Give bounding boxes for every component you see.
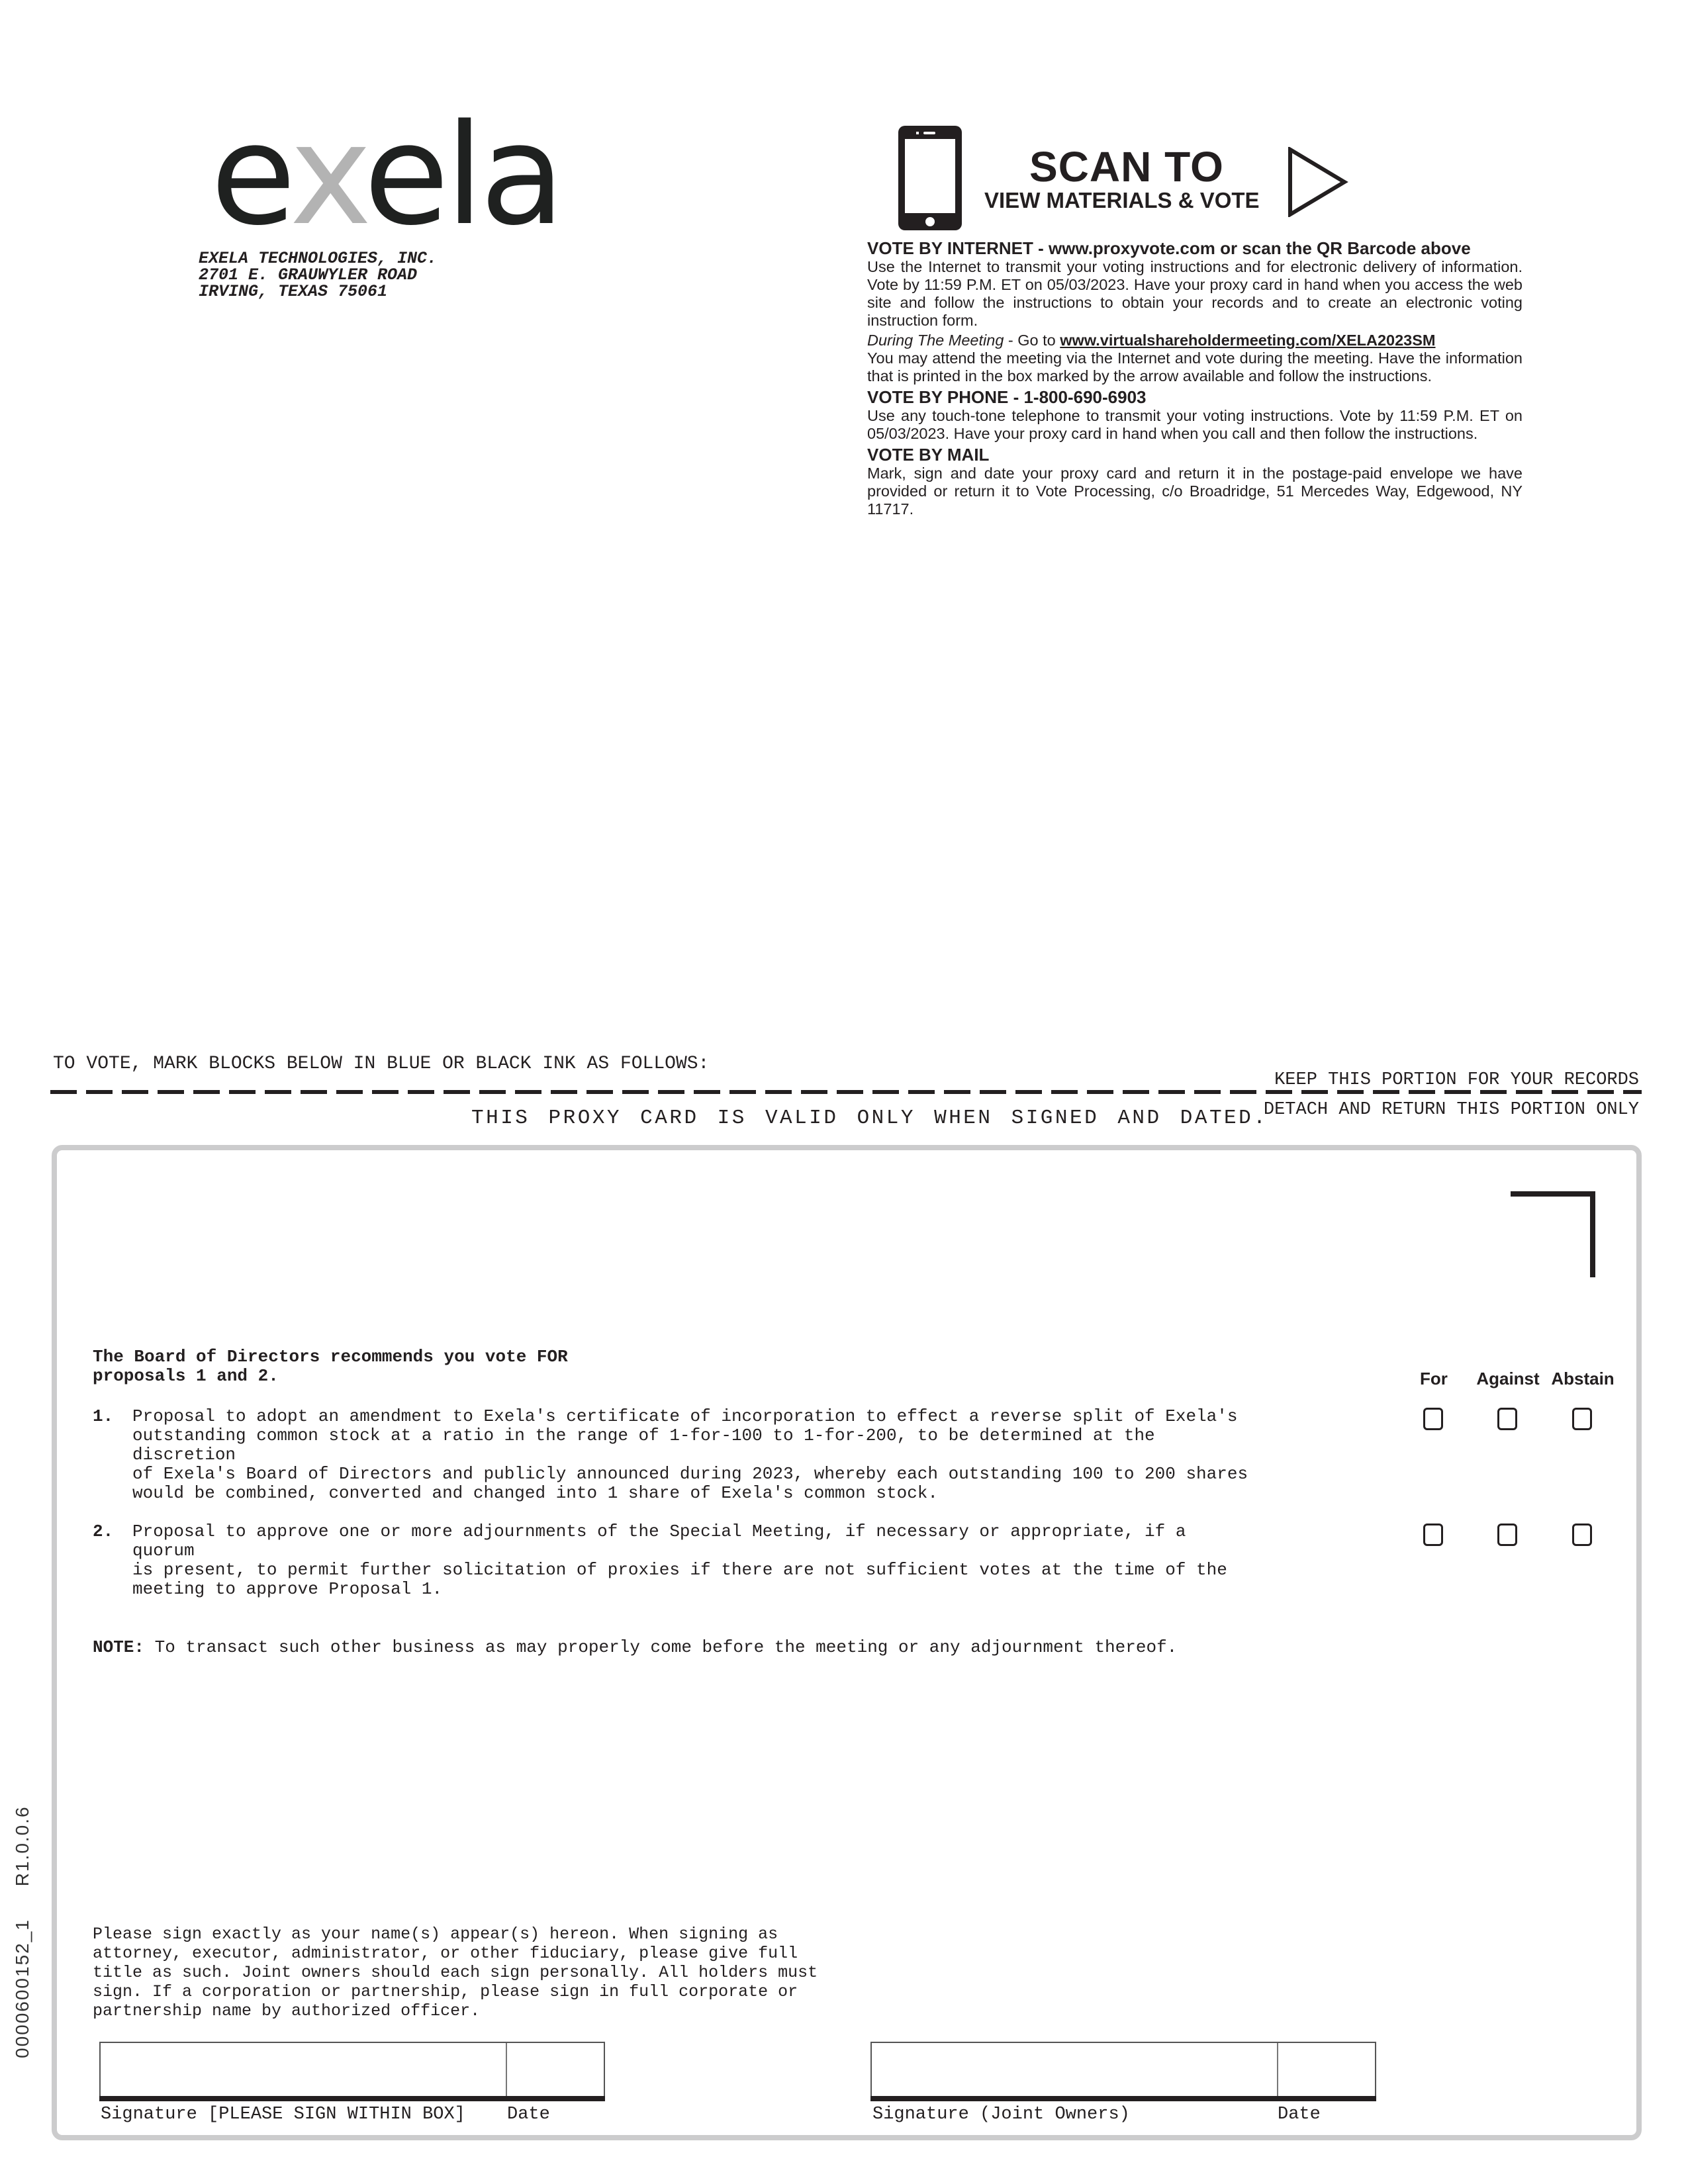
meeting-line — [867, 332, 1523, 349]
logo-letter-accent: x — [289, 94, 364, 256]
note-text: To transact such other business as may properly come before the meeting or any adjournment thereof. — [144, 1637, 1178, 1657]
column-for: For — [1420, 1369, 1448, 1388]
signature-label: Signature [PLEASE SIGN WITHIN BOX] — [101, 2105, 465, 2124]
logo-letter: e — [211, 94, 290, 256]
phone-body: Use any touch-tone telephone to transmit your voting instructions. Vote by 11:59 P.M. ET on 05/03/2023. Have your proxy card in hand when you call and then follow the instructions. — [867, 407, 1523, 442]
joint-signature-line — [870, 2096, 1376, 2101]
phone-heading: VOTE BY PHONE - 1-800-690-6903 — [867, 387, 1147, 407]
signing-instructions: Please sign exactly as your name(s) appear(s) hereon. When signing as attorney, executor, administrator, or other fiduciary, please give full title as such. Joint owners should each sign personally. All holders must sign. If a corporation or partnership, please sign in full corporate or partnership name by authorized officer. — [93, 1925, 818, 2021]
proposal-1-against-checkbox[interactable] — [1497, 1408, 1517, 1430]
joint-date-label: Date — [1278, 2105, 1321, 2124]
date-label: Date — [507, 2105, 550, 2124]
meeting-body: You may attend the meeting via the Internet and vote during the meeting. Have the information that is printed in the box marked by the arrow available and follow the instructions. — [867, 349, 1523, 385]
keep-portion-label: KEEP THIS PORTION FOR YOUR RECORDS — [1274, 1070, 1639, 1090]
note — [93, 1637, 1177, 1657]
ink-instructions: TO VOTE, MARK BLOCKS BELOW IN BLUE OR BLACK INK AS FOLLOWS: — [53, 1054, 710, 1074]
note-label: NOTE: — [93, 1637, 145, 1657]
signature-line — [99, 2096, 605, 2101]
proposal-2-for-checkbox[interactable] — [1423, 1524, 1443, 1546]
address-line: IRVING, TEXAS 75061 — [199, 282, 388, 301]
corner-mark — [1511, 1191, 1595, 1277]
joint-signature-box[interactable] — [870, 2042, 1376, 2097]
address-line: EXELA TECHNOLOGIES, INC. — [199, 249, 438, 268]
meeting-url-link[interactable]: www.virtualshareholdermeeting.com/XELA2023SM — [1060, 332, 1436, 349]
scan-subtitle: VIEW MATERIALS & VOTE — [984, 188, 1260, 212]
validity-notice: THIS PROXY CARD IS VALID ONLY WHEN SIGNED AND DATED. — [471, 1107, 1268, 1130]
document-code: 0000600152_1 R1.0.0.6 — [12, 1805, 32, 2058]
proposal-1 — [93, 1407, 1258, 1503]
proposal-2-abstain-checkbox[interactable] — [1572, 1524, 1592, 1546]
logo-letters: ela — [363, 94, 561, 256]
date-divider — [1277, 2043, 1278, 2097]
joint-signature-label: Signature (Joint Owners) — [872, 2105, 1130, 2124]
proposal-1-for-checkbox[interactable] — [1423, 1408, 1443, 1430]
mail-body: Mark, sign and date your proxy card and return it in the postage-paid envelope we have provided or return it to Vote Processing, c/o Broadridge, 51 Mercedes Way, Edgewood, NY 11717. — [867, 465, 1523, 518]
smartphone-icon — [898, 126, 962, 230]
mail-heading: VOTE BY MAIL — [867, 445, 990, 465]
meeting-label: During The Meeting — [867, 332, 1004, 349]
signature-box[interactable] — [99, 2042, 605, 2097]
column-abstain: Abstain — [1551, 1369, 1615, 1388]
internet-heading: VOTE BY INTERNET - www.proxyvote.com or scan the QR Barcode above — [867, 238, 1471, 258]
column-against: Against — [1476, 1369, 1540, 1388]
meeting-goto: - Go to — [1004, 332, 1060, 349]
board-recommendation: The Board of Directors recommends you vote FOR proposals 1 and 2. — [93, 1347, 568, 1386]
play-arrow-icon — [1288, 147, 1348, 217]
proposal-number: 2. — [93, 1522, 114, 1541]
proposal-2 — [93, 1522, 1258, 1599]
company-address — [199, 250, 437, 300]
proposal-text: Proposal to approve one or more adjournments of the Special Meeting, if necessary or appropriate, if a quorum is present, to permit further solicitation of proxies if there are not sufficient votes at the time of the meeting to approve Proposal 1. — [132, 1522, 1227, 1599]
proposal-2-against-checkbox[interactable] — [1497, 1524, 1517, 1546]
detach-portion-label: DETACH AND RETURN THIS PORTION ONLY — [1263, 1100, 1639, 1120]
proposal-number: 1. — [93, 1406, 114, 1426]
address-line: 2701 E. GRAUWYLER ROAD — [199, 265, 418, 285]
proposal-1-abstain-checkbox[interactable] — [1572, 1408, 1592, 1430]
detach-dashed-line — [50, 1090, 1642, 1094]
date-divider — [506, 2043, 507, 2097]
voting-instructions — [867, 238, 1523, 520]
proposal-text: Proposal to adopt an amendment to Exela's certificate of incorporation to effect a reverse split of Exela's outstanding common stock at a ratio in the range of 1-for-100 to 1-for-200, to be determined at the discretion of Exela's Board of Directors and publicly announced during 2023, whereby each outstanding 100 to 200 shares would be combined, converted and changed into 1 share of Exela's common stock. — [132, 1406, 1248, 1503]
internet-body: Use the Internet to transmit your voting instructions and for electronic delivery of information. Vote by 11:59 P.M. ET on 05/03/2023. Have your proxy card in hand when you access the web site and follow the instructions to obtain your records and to create an electronic voting instruction form. — [867, 258, 1523, 329]
exela-logo — [211, 94, 561, 256]
scan-title: SCAN TO — [1029, 143, 1224, 191]
